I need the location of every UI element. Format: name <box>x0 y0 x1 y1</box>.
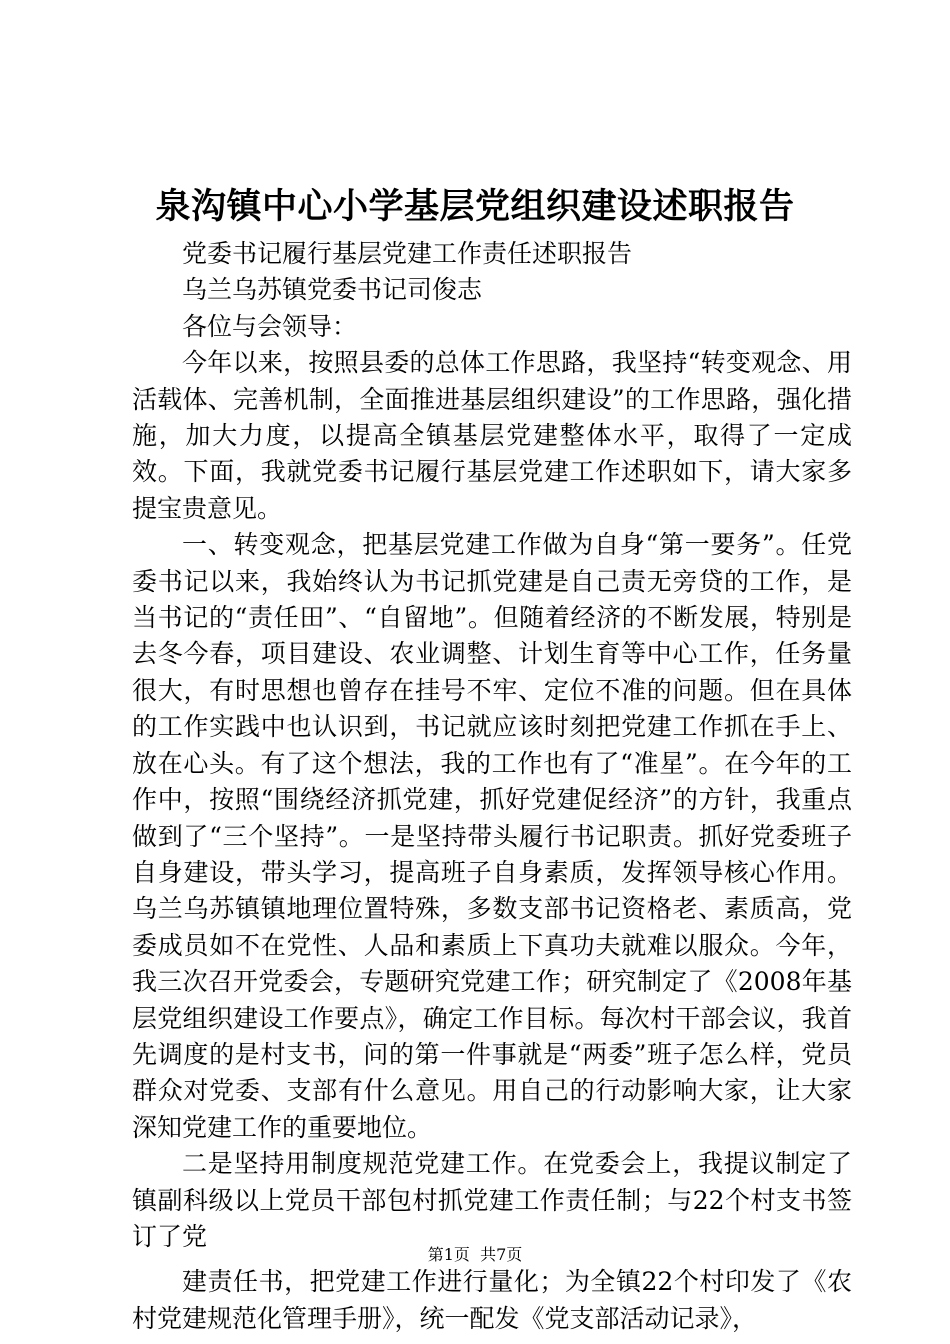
page-total: 共7页 <box>480 1245 523 1264</box>
document-body <box>132 236 852 1337</box>
author-line: 乌兰乌苏镇党委书记司俊志 <box>182 275 483 305</box>
footer-spacer <box>470 1245 480 1264</box>
continuation-paragraph: 建责任书，把党建工作进行量化；为全镇22个村印发了《农村党建规范化管理手册》，统一配发《党支部活动记录》， <box>132 1267 852 1333</box>
page-footer <box>0 1244 950 1266</box>
section-one-paragraph: 一、转变观念，把基层党建工作做为自身“第一要务”。任党委书记以来，我始终认为书记抓党建是自己责无旁贷的工作，是当书记的“责任田”、“自留地”。但随着经济的不断发展，特别是去冬今春，项目建设、农业调整、计划生育等中心工作，任务量很大，有时思想也曾存在挂号不牢、定位不准的问题。但在具体的工作实践中也认识到，书记就应该时刻把党建工作抓在手上、放在心头。有了这个想法，我的工作也有了“准星”。在今年的工作中，按照“围绕经济抓党建，抓好党建促经济”的方针，我重点做到了“三个坚持”。一是坚持带头履行书记职责。抓好党委班子自身建设，带头学习，提高班子自身素质，发挥领导核心作用。乌兰乌苏镇镇地理位置特殊，多数支部书记资格老、素质高，党委成员如不在党性、人品和素质上下真功夫就难以服众。今年，我三次召开党委会，专题研究党建工作；研究制定了《2008年基层党组织建设工作要点》，确定工作目标。每次村干部会议，我首先调度的是村支书，问的第一件事就是“两委”班子怎么样，党员群众对党委、支部有什么意见。用自己的行动影响大家，让大家深知党建工作的重要地位。 <box>132 530 852 1142</box>
salutation-line: 各位与会领导： <box>182 311 358 341</box>
document-title: 泉沟镇中心小学基层党组织建设述职报告 <box>155 186 795 227</box>
section-two-paragraph: 二是坚持用制度规范党建工作。在党委会上，我提议制定了镇副科级以上党员干部包村抓党建工作责任制；与22个村支书签订了党 <box>132 1149 852 1251</box>
subtitle-line: 党委书记履行基层党建工作责任述职报告 <box>182 239 633 268</box>
intro-paragraph: 今年以来，按照县委的总体工作思路，我坚持“转变观念、用活载体、完善机制，全面推进基层组织建设”的工作思路，强化措施，加大力度，以提高全镇基层党建整体水平，取得了一定成效。下面，我就党委书记履行基层党建工作述职如下，请大家多提宝贵意见。 <box>132 348 852 523</box>
page-number: 第1页 <box>427 1245 470 1264</box>
